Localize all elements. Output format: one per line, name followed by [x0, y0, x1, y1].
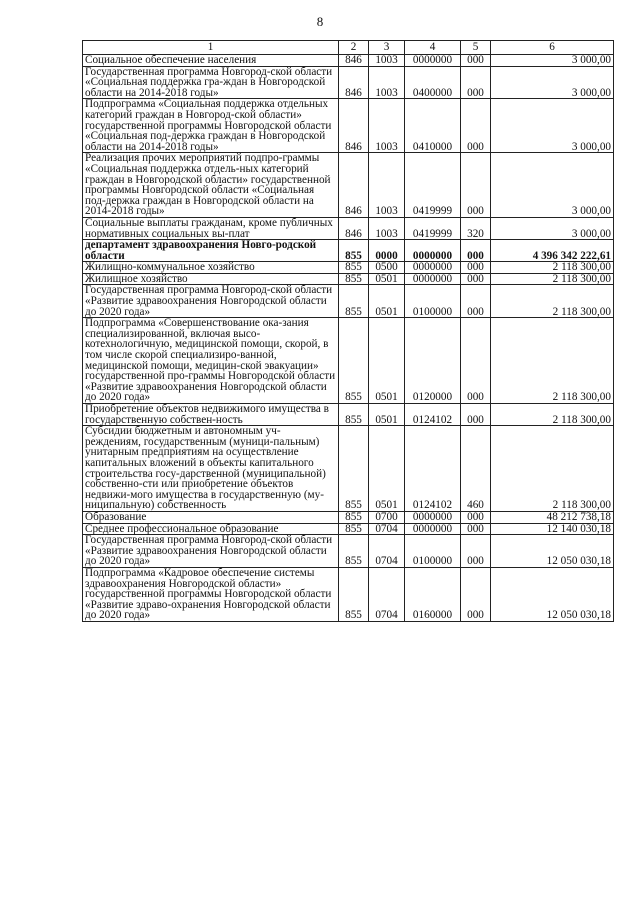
row-col-5-cell: 000 [461, 262, 491, 274]
row-col-4-cell: 0000000 [405, 240, 461, 262]
row-col-4-cell: 0160000 [405, 567, 461, 621]
row-col-2-cell: 855 [339, 567, 369, 621]
budget-table [82, 40, 614, 622]
row-amount-cell: 2 118 300,00 [491, 318, 614, 404]
row-amount-cell: 3 000,00 [491, 99, 614, 153]
row-col-2-cell: 855 [339, 535, 369, 568]
header-col-3: 3 [369, 41, 405, 55]
row-col-4-cell: 0400000 [405, 66, 461, 99]
row-name-cell: Подпрограмма «Совершенствование ока-зания специализированной, включая высо-котехнологичную, медицинской помощи, скорой, в том числе скорой специализиро-ванной, медицинской помощи, медицин-ской эвакуации» государственной про-граммы Новгородской области «Развитие здравоохранения Новгородской области до 2020 года» [83, 318, 339, 404]
row-col-5-cell: 000 [461, 511, 491, 523]
row-col-5-cell: 000 [461, 318, 491, 404]
row-col-3-cell: 0704 [369, 535, 405, 568]
table-row [83, 285, 614, 318]
row-amount-cell: 12 050 030,18 [491, 535, 614, 568]
row-name-cell: Подпрограмма «Кадровое обеспечение системы здравоохранения Новгородской области» государственной программы Новгородской области «Развитие здраво-охранения Новгородской области до 2020 года» [83, 567, 339, 621]
row-col-3-cell: 1003 [369, 55, 405, 67]
row-col-3-cell: 0501 [369, 285, 405, 318]
row-col-2-cell: 846 [339, 66, 369, 99]
table-row [83, 153, 614, 218]
table-row [83, 240, 614, 262]
header-col-5: 5 [461, 41, 491, 55]
row-col-3-cell: 1003 [369, 99, 405, 153]
row-amount-cell: 2 118 300,00 [491, 273, 614, 285]
row-col-4-cell: 0000000 [405, 511, 461, 523]
table-row [83, 426, 614, 512]
row-amount-cell: 2 118 300,00 [491, 426, 614, 512]
header-col-4: 4 [405, 41, 461, 55]
row-col-5-cell: 000 [461, 99, 491, 153]
row-name-cell: Жилищно-коммунальное хозяйство [83, 262, 339, 274]
row-col-4-cell: 0120000 [405, 318, 461, 404]
table-row [83, 217, 614, 239]
table-row [83, 535, 614, 568]
row-col-4-cell: 0419999 [405, 217, 461, 239]
table-row [83, 273, 614, 285]
row-col-2-cell: 855 [339, 318, 369, 404]
row-col-5-cell: 000 [461, 66, 491, 99]
row-col-5-cell: 000 [461, 153, 491, 218]
row-col-5-cell: 000 [461, 240, 491, 262]
row-col-5-cell: 000 [461, 285, 491, 318]
table-row [83, 318, 614, 404]
row-name-cell: Приобретение объектов недвижимого имущества в государственную собствен-ность [83, 404, 339, 426]
row-name-cell: Субсидии бюджетным и автономным уч-реждениям, государственным (муници-пальным) унитарным предприятиям на осуществление капитальных вложений в объекты капитального строительства госу-дарственной (муниципальной) собственно-сти или приобретение объектов недвижи-мого имущества в государственную (му-ниципальную) собственность [83, 426, 339, 512]
table-row [83, 55, 614, 67]
row-col-5-cell: 000 [461, 55, 491, 67]
row-col-3-cell: 0704 [369, 523, 405, 535]
row-amount-cell: 4 396 342 222,61 [491, 240, 614, 262]
row-col-2-cell: 855 [339, 404, 369, 426]
table-row [83, 523, 614, 535]
row-name-cell: Социальное обеспечение населения [83, 55, 339, 67]
header-row [83, 41, 614, 55]
row-col-3-cell: 1003 [369, 66, 405, 99]
row-name-cell: Образование [83, 511, 339, 523]
row-col-2-cell: 846 [339, 55, 369, 67]
row-col-3-cell: 0501 [369, 318, 405, 404]
row-col-4-cell: 0000000 [405, 273, 461, 285]
table-row [83, 66, 614, 99]
row-col-2-cell: 855 [339, 511, 369, 523]
row-col-3-cell: 0000 [369, 240, 405, 262]
row-name-cell: Государственная программа Новгород-ской области «Социальная поддержка гра-ждан в Новгородской области на 2014-2018 годы» [83, 66, 339, 99]
row-col-2-cell: 855 [339, 240, 369, 262]
row-amount-cell: 3 000,00 [491, 217, 614, 239]
row-amount-cell: 12 050 030,18 [491, 567, 614, 621]
row-col-3-cell: 0501 [369, 273, 405, 285]
table-row [83, 99, 614, 153]
page-number: 8 [316, 14, 324, 29]
row-col-4-cell: 0124102 [405, 426, 461, 512]
row-col-4-cell: 0000000 [405, 523, 461, 535]
row-col-5-cell: 000 [461, 567, 491, 621]
row-col-5-cell: 000 [461, 273, 491, 285]
row-col-3-cell: 0704 [369, 567, 405, 621]
row-name-cell: Жилищное хозяйство [83, 273, 339, 285]
header-col-2: 2 [339, 41, 369, 55]
row-amount-cell: 2 118 300,00 [491, 262, 614, 274]
row-name-cell: департамент здравоохранения Новго-родской области [83, 240, 339, 262]
row-name-cell: Государственная программа Новгород-ской области «Развитие здравоохранения Новгородской области до 2020 года» [83, 535, 339, 568]
row-col-2-cell: 855 [339, 273, 369, 285]
row-col-4-cell: 0419999 [405, 153, 461, 218]
row-col-4-cell: 0124102 [405, 404, 461, 426]
row-col-4-cell: 0100000 [405, 535, 461, 568]
row-col-5-cell: 000 [461, 404, 491, 426]
table-row [83, 404, 614, 426]
row-col-2-cell: 855 [339, 262, 369, 274]
row-amount-cell: 3 000,00 [491, 153, 614, 218]
row-name-cell: Государственная программа Новгород-ской области «Развитие здравоохранения Новгородской области до 2020 года» [83, 285, 339, 318]
row-col-4-cell: 0000000 [405, 55, 461, 67]
row-name-cell: Подпрограмма «Социальная поддержка отдельных категорий граждан в Новгород-ской области» государственной программы Новгородской области «Социальная под-держка граждан в Новгородской области на 2014-2018 годы» [83, 99, 339, 153]
row-amount-cell: 3 000,00 [491, 55, 614, 67]
row-col-3-cell: 0501 [369, 404, 405, 426]
row-col-3-cell: 0500 [369, 262, 405, 274]
row-col-3-cell: 1003 [369, 153, 405, 218]
row-amount-cell: 48 212 738,18 [491, 511, 614, 523]
row-col-2-cell: 846 [339, 217, 369, 239]
row-col-4-cell: 0100000 [405, 285, 461, 318]
row-col-5-cell: 320 [461, 217, 491, 239]
row-amount-cell: 3 000,00 [491, 66, 614, 99]
row-col-4-cell: 0000000 [405, 262, 461, 274]
row-name-cell: Реализация прочих мероприятий подпро-граммы «Социальная поддержка отдель-ных категорий граждан в Новгородской области» государственной программы Новгородской области «Социальная под-держка граждан в Новгородской области на 2014-2018 годы» [83, 153, 339, 218]
row-col-5-cell: 000 [461, 535, 491, 568]
row-name-cell: Социальные выплаты гражданам, кроме публичных нормативных социальных вы-плат [83, 217, 339, 239]
row-col-5-cell: 000 [461, 523, 491, 535]
table-row [83, 262, 614, 274]
row-col-2-cell: 855 [339, 285, 369, 318]
row-amount-cell: 2 118 300,00 [491, 404, 614, 426]
row-col-2-cell: 846 [339, 99, 369, 153]
row-col-4-cell: 0410000 [405, 99, 461, 153]
table-row [83, 511, 614, 523]
row-col-2-cell: 855 [339, 426, 369, 512]
header-col-1: 1 [83, 41, 339, 55]
row-name-cell: Среднее профессиональное образование [83, 523, 339, 535]
row-col-3-cell: 0501 [369, 426, 405, 512]
row-amount-cell: 12 140 030,18 [491, 523, 614, 535]
header-col-6: 6 [491, 41, 614, 55]
row-col-3-cell: 1003 [369, 217, 405, 239]
row-col-2-cell: 846 [339, 153, 369, 218]
row-col-2-cell: 855 [339, 523, 369, 535]
row-col-5-cell: 460 [461, 426, 491, 512]
row-col-3-cell: 0700 [369, 511, 405, 523]
row-amount-cell: 2 118 300,00 [491, 285, 614, 318]
table-row [83, 567, 614, 621]
